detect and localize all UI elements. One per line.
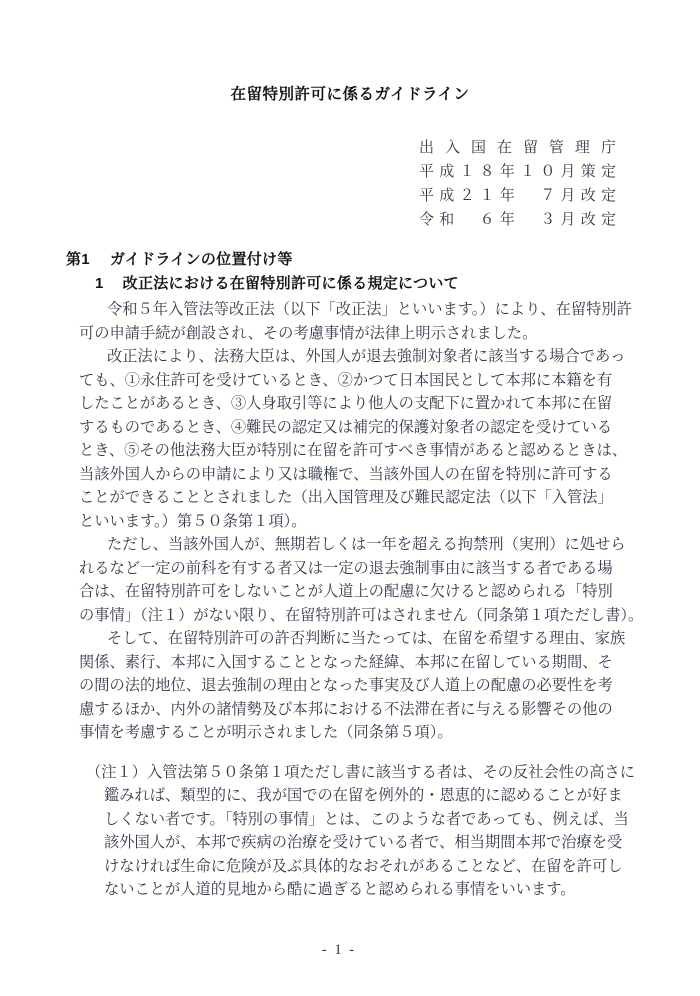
section-number: 第1 (66, 251, 90, 268)
text-line: けなければ生命に危険が及ぶ具体的なおそれがあることなど、在留を許可し (104, 857, 623, 875)
text-line: とき、⑤その他法務大臣が特別に在留を許可すべき事情があると認めるときは、 (79, 442, 628, 459)
text-line: ことができることとされました（出入国管理及び難民認定法（以下「入管法」 (79, 489, 613, 506)
text-line: の間の法的地位、退去強制の理由となった事実及び人道上の配慮の必要性を考 (79, 677, 613, 694)
page-number: - 1 - (321, 942, 357, 958)
revision-history-line: 平 成 ２ １ 年 ７ 月 改 定 (419, 188, 616, 204)
document-title: 在留特別許可に係るガイドライン (230, 86, 470, 103)
body-text (79, 298, 700, 745)
issuer-agency: 出 入 国 在 留 管 理 庁 (419, 140, 616, 156)
section-heading (66, 248, 700, 272)
text-line: 合は、在留特別許可をしないことが人道上の配慮に欠けると認められる「特別 (79, 583, 613, 600)
issuer-block (419, 136, 616, 232)
text-line: したことがあるとき、③人身取引等により他人の支配下に置かれて本邦に在留 (79, 395, 613, 412)
text-line: （注１）入管法第５０条第１項ただし書に該当する者は、その反社会性の高さに (86, 763, 635, 781)
text-line: ても、①永住許可を受けているとき、②かつて日本国民として本邦に本籍を有 (79, 371, 613, 389)
text-line: 可の申請手続が創設され、その考慮事情が法律上明示されました。 (79, 324, 538, 342)
revision-history-line: 令 和 ６ 年 ３ 月 改 定 (419, 212, 616, 228)
text-line: 関係、素行、本邦に入国することとなった経緯、本邦に在留している期間、そ (79, 653, 613, 671)
text-line: そして、在留特別許可の許否判断に当たっては、在留を希望する理由、家族 (107, 630, 626, 647)
paragraph (79, 298, 700, 345)
section-title: ガイドラインの位置付け等 (109, 251, 293, 268)
text-line: ただし、当該外国人が、無期若しくは一年を超える拘禁刑（実刑）に処せら (107, 536, 626, 553)
text-line: しくない者です。「特別の事情」とは、このような者であっても、例えば、当 (104, 810, 629, 828)
text-line: 事情を考慮することが明示されました（同条第５項）。 (79, 724, 453, 741)
subsection-heading (95, 272, 700, 296)
paragraph (79, 345, 700, 533)
text-line: 改正法により、法務大臣は、外国人が退去強制対象者に該当する場合であっ (107, 348, 626, 365)
text-line: 該外国人が、本邦で疾病の治療を受けている者で、相当期間本邦で治療を受 (104, 834, 623, 851)
revision-history-line: 平 成 １ ８ 年 １ ０ 月 策 定 (419, 164, 616, 180)
text-line: するものであるとき、④難民の認定又は補完的保護対象者の認定を受けている (79, 418, 613, 436)
text-line: 当該外国人からの申請により又は職権で、当該外国人の在留を特別に許可する (79, 465, 613, 483)
text-line: といいます。）第５０条第１項）。 (79, 512, 307, 530)
text-line: 令和５年入管法等改正法（以下「改正法」といいます。）により、在留特別許 (107, 301, 632, 318)
note-block (86, 761, 700, 902)
subsection-title: 改正法における在留特別許可に係る規定について (122, 275, 459, 292)
text-line: ないことが人道的見地から酷に過ぎると認められる事情をいいます。 (104, 881, 576, 898)
text-line: 鑑みれば、類型的に、我が国での在留を例外的・恩恵的に認めることが好ま (104, 787, 623, 804)
text-line: 慮するほか、内外の諸情勢及び本邦における不法滞在者に与える影響その他の (79, 700, 613, 718)
paragraph (79, 533, 700, 627)
paragraph (79, 627, 700, 745)
text-line: れるなど一定の前科を有する者又は一定の退去強制事由に該当する者である場 (79, 559, 613, 577)
text-line: の事情」（注１）がない限り、在留特別許可はされません（同条第１項ただし書）。 (79, 606, 644, 624)
subsection-number: 1 (95, 275, 104, 292)
